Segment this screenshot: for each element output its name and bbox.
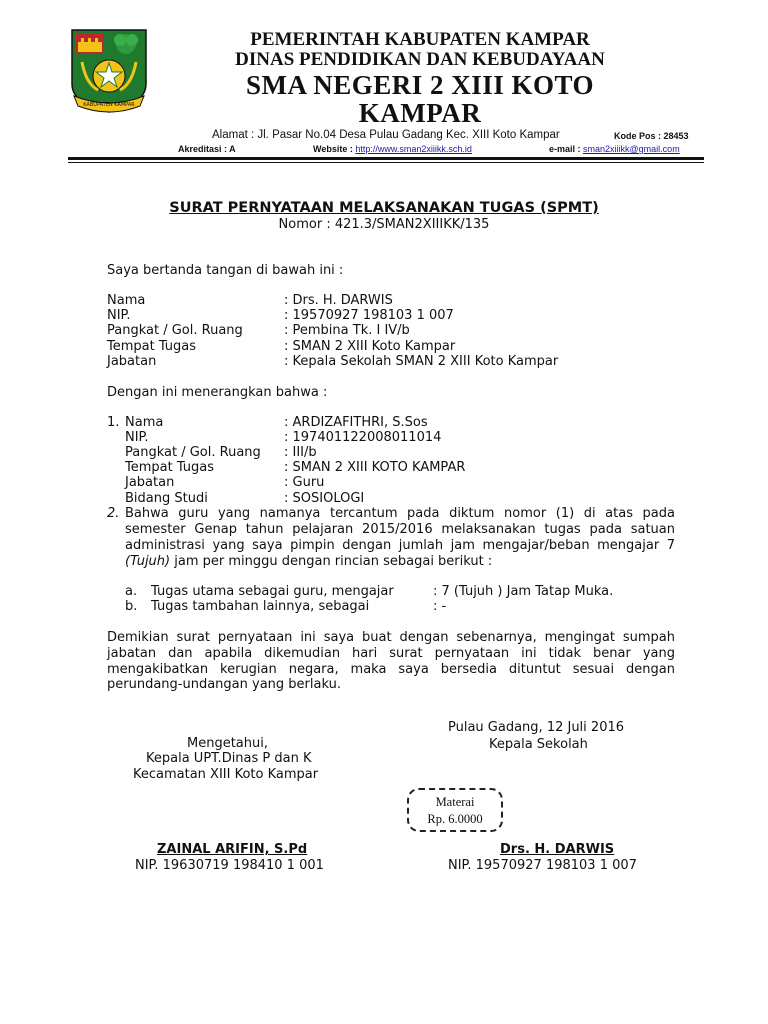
left-signer-office: Kecamatan XIII Koto Kampar (133, 767, 319, 782)
item2-line-1: Bahwa guru yang namanya tercantum pada diktum nomor (1) di atas pada (125, 506, 675, 521)
item2-line-4 (125, 554, 492, 570)
item2-hours-word: (Tujuh) (125, 554, 171, 569)
subject-label-nip: NIP. (125, 430, 149, 445)
signer-label-nama: Nama (107, 293, 146, 308)
header-school-name-2: KAMPAR (358, 98, 482, 128)
signer-value-nip: : 19570927 198103 1 007 (284, 308, 454, 323)
closing-line-2: jabatan dan apabila dikemudian hari surat pernyataan ini tidak benar yang (107, 646, 675, 661)
email (549, 144, 680, 154)
subject-label-tempat: Tempat Tugas (125, 460, 215, 475)
right-signer-nip: NIP. 19570927 198103 1 007 (448, 858, 637, 873)
subject-label-nama: Nama (125, 415, 164, 430)
revenue-stamp-box (407, 788, 503, 832)
item2-line-2: semester Genap tahun pelajaran 2015/2016 melaksanakan tugas pada satuan (125, 522, 675, 537)
closing-line-1: Demikian surat pernyataan ini saya buat dengan sebenarnya, mengingat sumpah (107, 630, 675, 645)
header-divider-thin (68, 162, 704, 163)
website-link[interactable]: http://www.sman2xiiikk.sch.id (355, 144, 472, 154)
email-link[interactable]: sman2xiiikk@gmail.com (583, 144, 680, 154)
task-b-number: b. (125, 599, 138, 614)
logo-caption: KABUPATEN KAMPAR (83, 102, 135, 108)
kampar-regency-emblem (68, 26, 150, 114)
subject-label-bidang: Bidang Studi (125, 491, 208, 506)
task-a-value: : 7 (Tujuh ) Jam Tatap Muka. (433, 584, 614, 599)
header-school-name: SMA NEGERI 2 XIII KOTO (245, 70, 595, 100)
item1-number: 1. (107, 415, 120, 430)
website-label: Website : (313, 144, 353, 154)
subject-value-nama: : ARDIZAFITHRI, S.Sos (284, 415, 428, 430)
task-b-value: : - (433, 599, 447, 614)
header-department: DINAS PENDIDIKAN DAN KEBUDAYAAN (235, 49, 605, 70)
school-address: Alamat : Jl. Pasar No.04 Desa Pulau Gadang Kec. XIII Koto Kampar (212, 129, 560, 141)
subject-value-tempat: : SMAN 2 XIII KOTO KAMPAR (284, 460, 466, 475)
stamp-label: Materai (435, 795, 475, 809)
left-signer-title: Kepala UPT.Dinas P dan K (146, 751, 312, 766)
signer-label-tempat: Tempat Tugas (107, 339, 197, 354)
header-government: PEMERINTAH KABUPATEN KAMPAR (250, 29, 590, 50)
stamp-amount: Rp. 6.0000 (427, 812, 483, 826)
signer-value-tempat: : SMAN 2 XIII Koto Kampar (284, 339, 456, 354)
item2-line-4-rest: jam per minggu dengan rincian sebagai berikut : (170, 554, 493, 569)
task-a-label: Tugas utama sebagai guru, mengajar (151, 584, 394, 599)
intro-text: Saya bertanda tangan di bawah ini : (107, 263, 344, 278)
subject-value-nip: : 197401122008011014 (284, 430, 442, 445)
left-signer-name: ZAINAL ARIFIN, S.Pd (157, 842, 308, 857)
accreditation: Akreditasi : A (178, 144, 236, 154)
signer-value-jabatan: : Kepala Sekolah SMAN 2 XIII Koto Kampar (284, 354, 559, 369)
subject-value-pangkat: : III/b (284, 445, 317, 460)
subject-value-jabatan: : Guru (284, 475, 325, 490)
postal-code: Kode Pos : 28453 (614, 131, 689, 141)
closing-line-3: mengakibatkan kerugian negara, maka saya bersedia dituntut sesuai dengan (107, 662, 675, 677)
task-b-label: Tugas tambahan lainnya, sebagai (151, 599, 370, 614)
right-signer-name: Drs. H. DARWIS (500, 842, 615, 857)
document-number: Nomor : 421.3/SMAN2XIIIKK/135 (278, 217, 490, 232)
task-a-number: a. (125, 584, 138, 599)
item2-line-3: administrasi yang saya pimpin dengan jumlah jam mengajar/beban mengajar 7 (125, 538, 675, 553)
header-divider-thick (68, 157, 704, 160)
left-signer-nip: NIP. 19630719 198410 1 001 (135, 858, 324, 873)
document-title: SURAT PERNYATAAN MELAKSANAKAN TUGAS (SPMT) (169, 200, 599, 216)
right-signer-title: Kepala Sekolah (489, 737, 588, 752)
signer-label-jabatan: Jabatan (107, 354, 157, 369)
declare-text: Dengan ini menerangkan bahwa : (107, 385, 328, 400)
place-date: Pulau Gadang, 12 Juli 2016 (448, 720, 625, 735)
signer-label-pangkat: Pangkat / Gol. Ruang (107, 323, 243, 338)
signer-label-nip: NIP. (107, 308, 131, 323)
subject-label-jabatan: Jabatan (125, 475, 175, 490)
item2-number: 2. (107, 506, 120, 521)
acknowledge-label: Mengetahui, (187, 736, 268, 751)
signer-value-pangkat: : Pembina Tk. I IV/b (284, 323, 410, 338)
email-label: e-mail : (549, 144, 581, 154)
subject-value-bidang: : SOSIOLOGI (284, 491, 365, 506)
subject-label-pangkat: Pangkat / Gol. Ruang (125, 445, 261, 460)
closing-line-4: perundang-undangan yang berlaku. (107, 677, 341, 692)
signer-value-nama: : Drs. H. DARWIS (284, 293, 393, 308)
website (313, 144, 472, 154)
